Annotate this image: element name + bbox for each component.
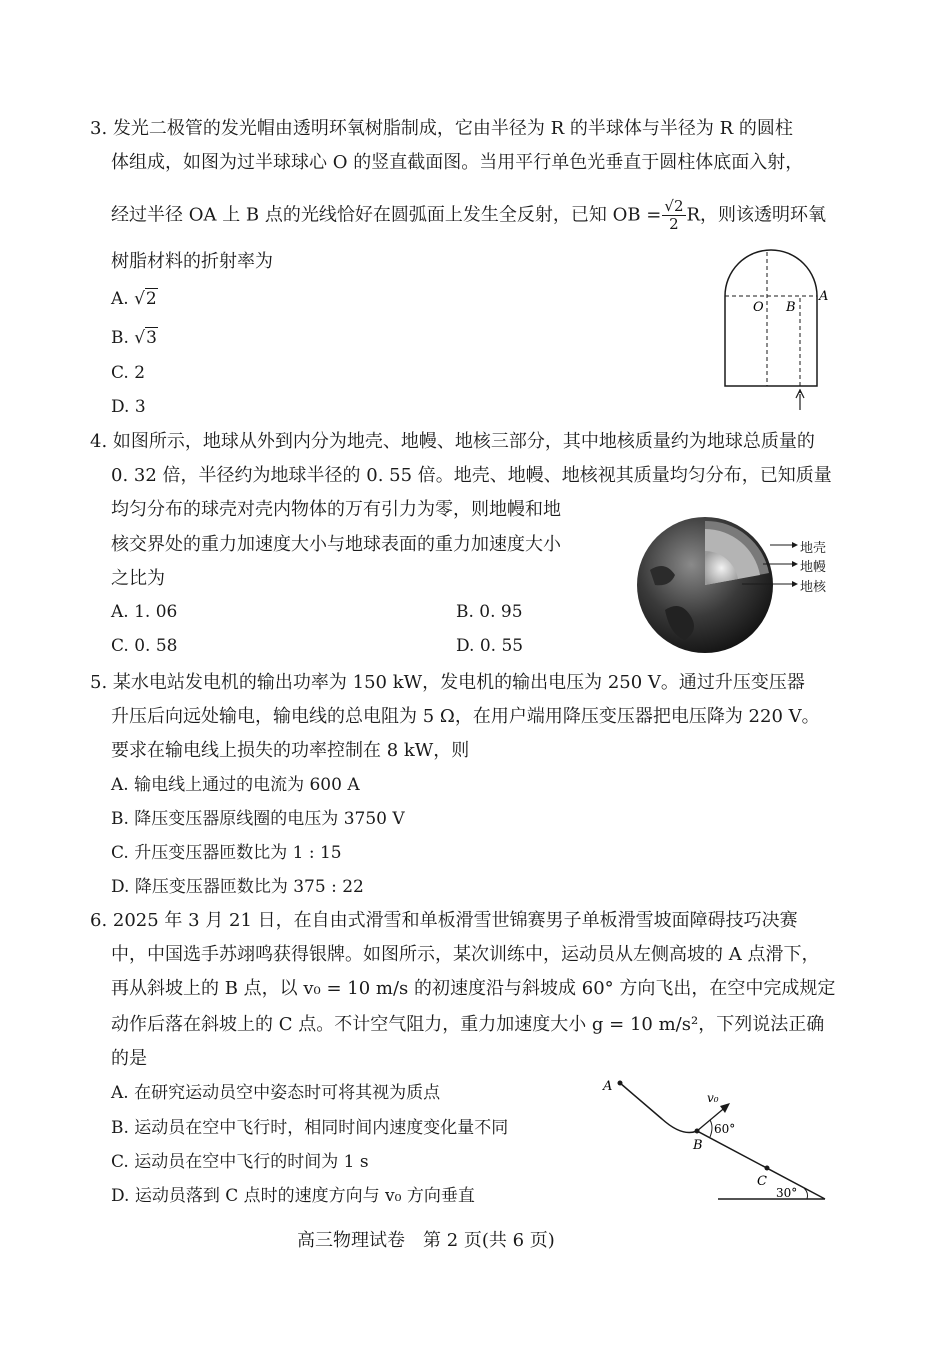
q4-arrow-crust-icon xyxy=(792,542,798,548)
q6-label-30: 30° xyxy=(776,1186,798,1200)
q6-angle-60-arc xyxy=(710,1120,712,1137)
q3-fraction-numerator: √2 xyxy=(664,197,684,215)
q3-line-3 xyxy=(111,198,826,233)
q4-label-mantle: 地幔 xyxy=(800,560,827,575)
q6-option-d: D. 运动员落到 C 点时的速度方向与 v₀ 方向垂直 xyxy=(111,1186,475,1206)
q3-line-1: 3. 发光二极管的发光帽由透明环氧树脂制成，它由半径为 R 的半球体与半径为 R 的圆柱 xyxy=(90,118,793,139)
q6-option-c: C. 运动员在空中飞行的时间为 1 s xyxy=(111,1152,369,1172)
q6-point-c xyxy=(765,1166,770,1171)
q5-line-2: 升压后向远处输电，输电线的总电阻为 5 Ω，在用户端用降压变压器把电压降为 220 V。 xyxy=(111,706,820,727)
q4-line-3: 均匀分布的球壳对壳内物体的万有引力为零，则地幔和地 xyxy=(111,499,561,520)
q4-line-4: 核交界处的重力加速度大小与地球表面的重力加速度大小 xyxy=(111,534,561,555)
q3-label-b: B xyxy=(786,300,796,315)
q6-line-2: 中，中国选手苏翊鸣获得银牌。如图所示，某次训练中，运动员从左侧高坡的 A 点滑下， xyxy=(111,944,820,965)
q3-line-2: 体组成，如图为过半球球心 O 的竖直截面图。当用平行单色光垂直于圆柱体底面入射， xyxy=(111,152,804,173)
q3-line-3b: R，则该透明环氧 xyxy=(686,204,827,226)
q3-option-c: C. 2 xyxy=(111,363,146,383)
q6-line-5: 的是 xyxy=(111,1048,147,1069)
q6-line-1: 6. 2025 年 3 月 21 日，在自由式滑雪和单板滑雪世锦赛男子单板滑雪坡面障碍技巧决赛 xyxy=(90,910,798,931)
q6-label-c: C xyxy=(757,1174,767,1189)
q6-velocity-arrow-icon xyxy=(720,1103,730,1113)
q3-option-a: A. √2 xyxy=(111,289,157,309)
q3-line-4: 树脂材料的折射率为 xyxy=(111,251,273,272)
q3-option-d: D. 3 xyxy=(111,397,146,417)
q6-option-a: A. 在研究运动员空中姿态时可将其视为质点 xyxy=(111,1083,441,1103)
q4-arrow-mantle-icon xyxy=(792,561,798,567)
q6-label-b: B xyxy=(693,1138,703,1153)
q4-option-b: B. 0. 95 xyxy=(456,602,523,622)
q6-label-v0: v₀ xyxy=(707,1091,719,1105)
q5-option-c: C. 升压变压器匝数比为 1 : 15 xyxy=(111,843,342,863)
q6-line-3: 再从斜坡上的 B 点，以 v₀ = 10 m/s 的初速度沿与斜坡成 60° 方向飞出，在空中完成规定 xyxy=(111,978,836,999)
q4-line-2: 0. 32 倍，半径约为地球半径的 0. 55 倍。地壳、地幔、地核视其质量均匀分布，已知质量 xyxy=(111,465,832,486)
q5-line-3: 要求在输电线上损失的功率控制在 8 kW，则 xyxy=(111,740,470,761)
page-footer: 高三物理试卷 第 2 页(共 6 页) xyxy=(297,1230,555,1251)
q3-fraction xyxy=(662,198,685,233)
q3-option-b: B. √3 xyxy=(111,328,157,348)
q5-line-1: 5. 某水电站发电机的输出功率为 150 kW，发电机的输出电压为 250 V。通过升压变压器 xyxy=(90,672,805,693)
q6-label-a: A xyxy=(603,1079,613,1094)
q5-option-d: D. 降压变压器匝数比为 375 : 22 xyxy=(111,877,364,897)
q4-option-c: C. 0. 58 xyxy=(111,636,178,656)
q6-slope-curve xyxy=(620,1083,825,1199)
q6-slope-figure xyxy=(600,1075,830,1210)
q4-option-d: D. 0. 55 xyxy=(456,636,524,656)
q6-option-b: B. 运动员在空中飞行时，相同时间内速度变化量不同 xyxy=(111,1118,509,1138)
q3-fraction-denominator: 2 xyxy=(669,215,679,233)
q4-line-1: 4. 如图所示，地球从外到内分为地壳、地幔、地核三部分，其中地核质量约为地球总质量的 xyxy=(90,431,815,452)
q5-option-b: B. 降压变压器原线圈的电压为 3750 V xyxy=(111,809,405,829)
q5-option-a: A. 输电线上通过的电流为 600 A xyxy=(111,775,360,795)
q3-figure xyxy=(720,250,830,410)
q4-label-crust: 地壳 xyxy=(800,541,827,556)
q3-label-o: O xyxy=(753,300,764,315)
q3-label-a: A xyxy=(819,289,829,304)
q4-label-core: 地核 xyxy=(800,580,827,595)
q4-option-a: A. 1. 06 xyxy=(111,602,178,622)
q6-line-4: 动作后落在斜坡上的 C 点。不计空气阻力，重力加速度大小 g = 10 m/s²，下列说法正确 xyxy=(111,1014,825,1035)
q3-hemisphere-outline xyxy=(725,250,817,386)
q4-arrow-core-icon xyxy=(792,581,798,587)
q4-line-5: 之比为 xyxy=(111,568,165,589)
q6-label-60: 60° xyxy=(714,1122,736,1136)
q3-line-3a: 经过半径 OA 上 B 点的光线恰好在圆弧面上发生全反射，已知 OB = xyxy=(111,204,662,226)
